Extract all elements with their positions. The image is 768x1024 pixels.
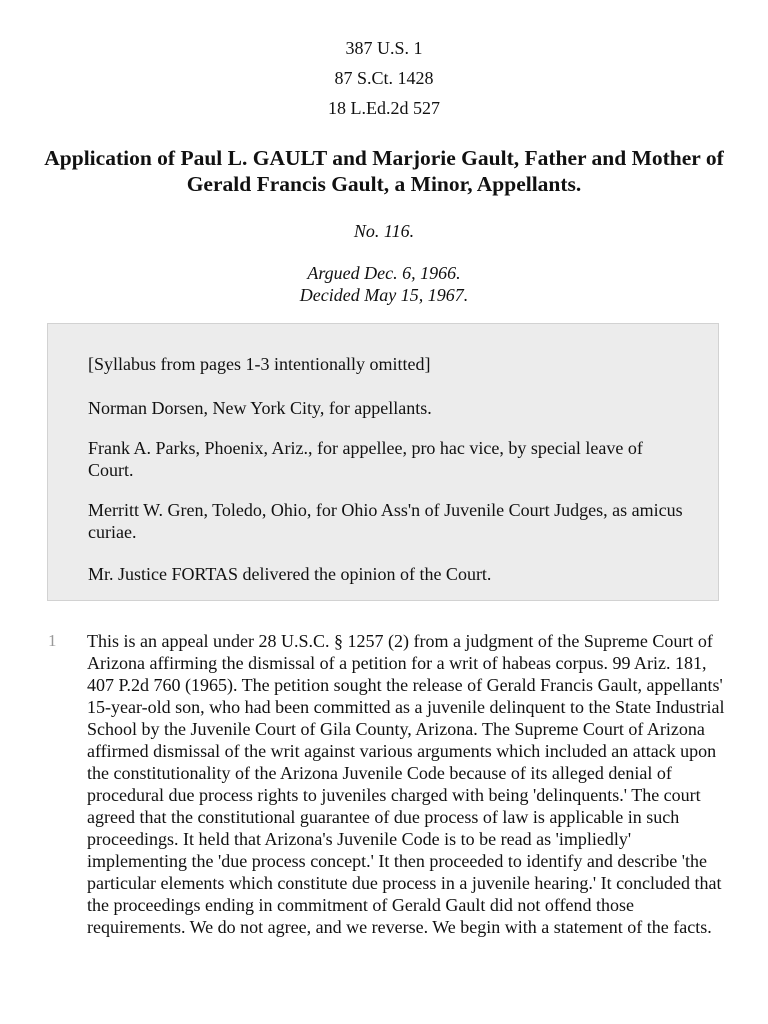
decided-date: Decided May 15, 1967. <box>299 285 469 305</box>
citation-lawyers-edition: 18 L.Ed.2d 527 <box>328 98 440 118</box>
paragraph-number: 1 <box>48 631 57 650</box>
syllabus-box <box>47 323 719 601</box>
opinion-author-line: Mr. Justice FORTAS delivered the opinion of the Court. <box>88 564 492 584</box>
docket-number: No. 116. <box>353 221 415 241</box>
paragraph-text: This is an appeal under 28 U.S.C. § 1257 (2) from a judgment of the Supreme Court of Arizona affirming the dismissal of a petition for a writ of habeas corpus. 99 Ariz. 181, 407 P.2d 760 (1965). The petition sought the release of Gerald Francis Gault, appellants' 15-year-old son, who had been committed as a juvenile delinquent to the State Industrial School by the Juvenile Court of Gila County, Arizona. The Supreme Court of Arizona affirmed dismissal of the writ against various arguments which included an attack upon the constitutionality of the Arizona Juvenile Code because of its alleged denial of procedural due process rights to juveniles charged with being 'delinquents.' The court agreed that the constitutional guarantee of due process of law is applicable in such proceedings. It held that Arizona's Juvenile Code is to be read as 'impliedly' implementing the 'due process concept.' It then proceeded to identify and describe 'the particular elements which constitute due process in a juvenile hearing.' It concluded that the proceedings ending in commitment of Gerald Gault did not offend those requirements. We do not agree, and we reverse. We begin with a statement of the facts. <box>87 631 725 937</box>
citation-us-reports: 387 U.S. 1 <box>345 38 423 58</box>
counsel-appellee: Frank A. Parks, Phoenix, Ariz., for appellee, pro hac vice, by special leave of Court. <box>88 438 643 480</box>
case-title: Application of Paul L. GAULT and Marjorie Gault, Father and Mother of Gerald Francis Gault, a Minor, Appellants. <box>44 146 724 196</box>
argued-date: Argued Dec. 6, 1966. <box>307 263 461 283</box>
citation-block <box>0 33 768 123</box>
citation-supreme-court-reporter: 87 S.Ct. 1428 <box>334 68 434 88</box>
counsel-amicus: Merritt W. Gren, Toledo, Ohio, for Ohio Ass'n of Juvenile Court Judges, as amicus curiae. <box>88 500 683 542</box>
decision-dates <box>0 262 768 306</box>
syllabus-omitted-note: [Syllabus from pages 1-3 intentionally omitted] <box>88 354 431 374</box>
counsel-appellants: Norman Dorsen, New York City, for appellants. <box>88 398 432 418</box>
